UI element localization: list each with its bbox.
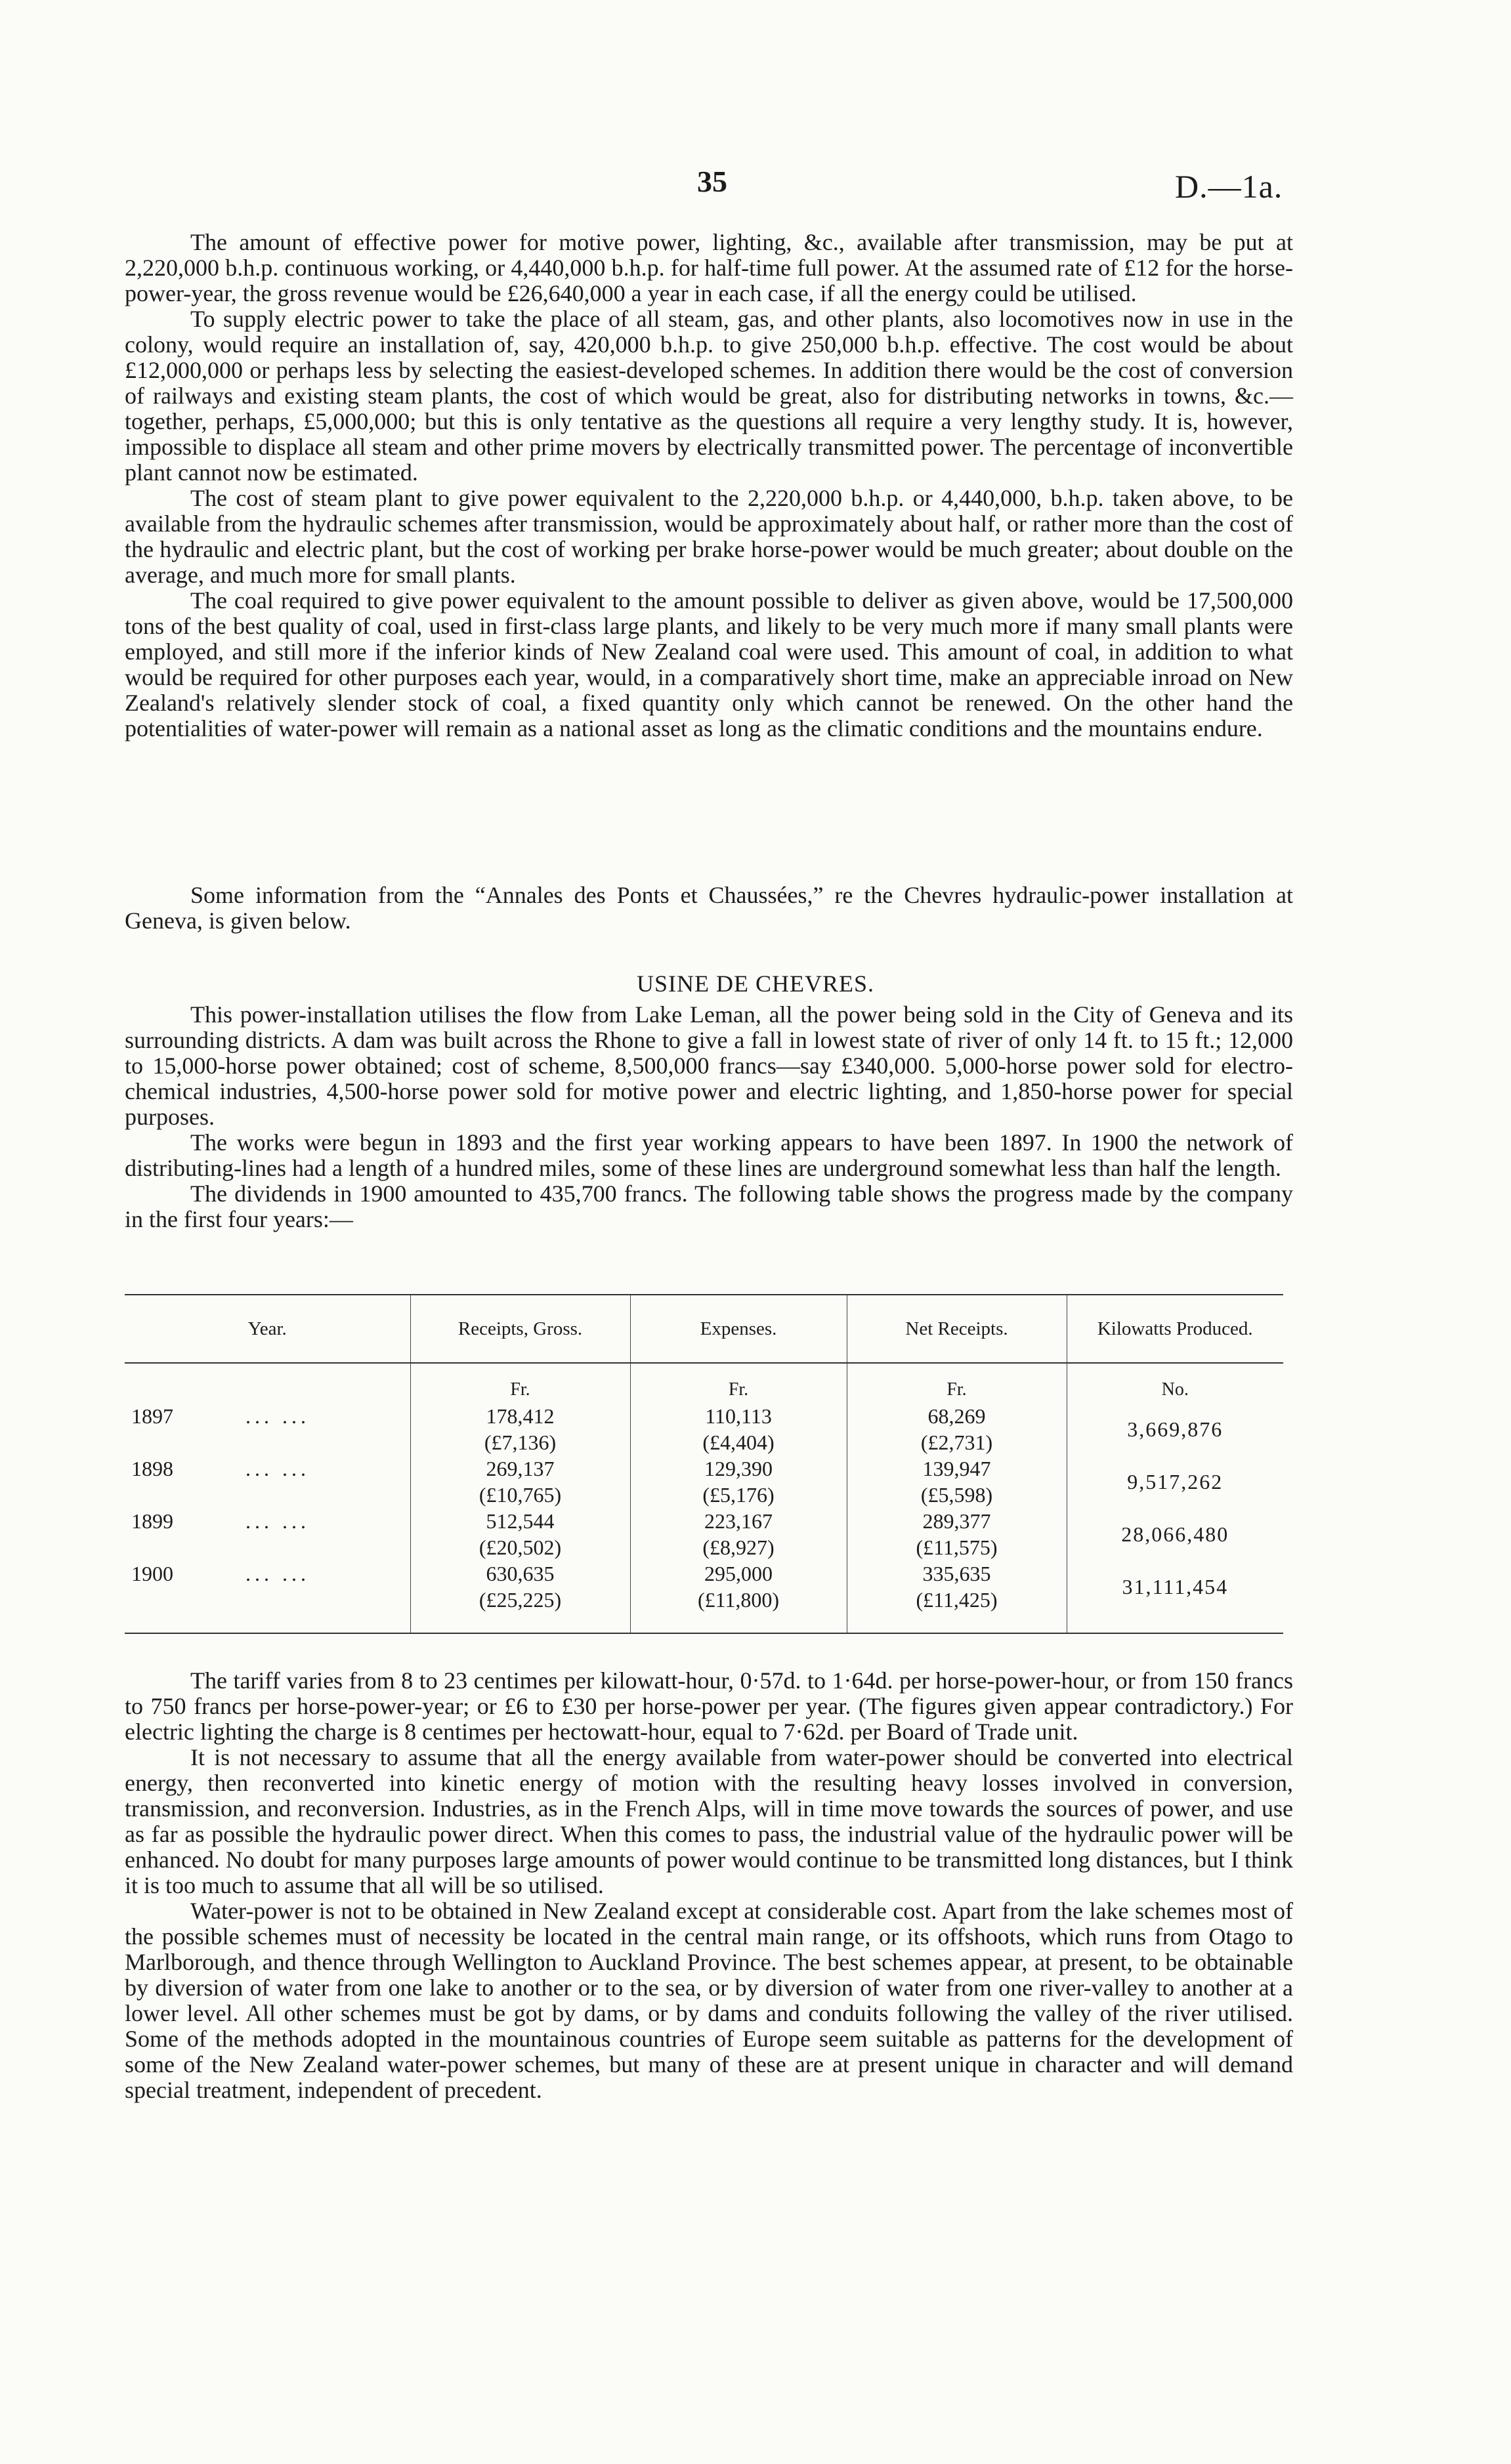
kilowatts-cell: 31,111,454 <box>1067 1560 1283 1633</box>
paragraph: The dividends in 1900 amounted to 435,700 francs. The following table shows the progress made by the company in the first four years:— <box>125 1180 1293 1232</box>
unit-label: Fr. <box>630 1377 847 1403</box>
leader-dots: ... ... <box>245 1457 310 1480</box>
column-header-gross: Receipts, Gross. <box>410 1295 630 1363</box>
gross-francs: 178,412 <box>486 1404 555 1428</box>
kilowatts-cell: 28,066,480 <box>1067 1508 1283 1560</box>
table-row <box>125 1455 1283 1508</box>
column-header-net: Net Receipts. <box>847 1295 1067 1363</box>
gross-francs: 630,635 <box>486 1562 555 1585</box>
column-header-expenses: Expenses. <box>630 1295 847 1363</box>
gross-pounds: (£7,136) <box>484 1430 557 1454</box>
net-pounds: (£2,731) <box>920 1430 993 1454</box>
table-row <box>125 1508 1283 1560</box>
year-cell: 1899 <box>131 1509 173 1533</box>
expenses-francs: 295,000 <box>704 1562 773 1585</box>
expenses-francs: 110,113 <box>705 1404 772 1428</box>
expenses-pounds: (£8,927) <box>702 1535 775 1559</box>
paragraph: The cost of steam plant to give power equivalent to the 2,220,000 b.h.p. or 4,440,000, b.h.p. taken above, to be available from the hydraulic schemes after transmission, would be approximately about half, or rather more than the cost of the hydraulic and electric plant, but the cost of working per brake horse-power would be much greater; about double on the average, and much more for small plants. <box>125 485 1293 588</box>
paragraph: The amount of effective power for motive power, lighting, &c., available after transmission, may be put at 2,220,000 b.h.p. continuous working, or 4,440,000 b.h.p. for half-time full power. At the assumed rate of £12 for the horse-power-year, the gross revenue would be £26,640,000 a year in each case, if all the energy could be utilised. <box>125 229 1293 306</box>
gross-pounds: (£25,225) <box>479 1588 562 1612</box>
gross-pounds: (£20,502) <box>479 1535 562 1559</box>
expenses-pounds: (£5,176) <box>702 1483 775 1507</box>
paragraph: Water-power is not to be obtained in New Zealand except at considerable cost. Apart from the lake schemes most of the possible schemes must of necessity be located in the central main range, or its offshoots, which runs from Otago to Marlborough, and thence through Wellington to Auckland Province. The best schemes appear, at present, to be obtainable by diversion of water from one lake to another or to the sea, or by diversion of water from one river-valley to another at a lower level. All other schemes must be got by dams, or by dams and conduits following the valley of the river utilised. Some of the methods adopted in the mountainous countries of Europe seem suitable as patterns for the development of some of the New Zealand water-power schemes, but many of these are at present unique in character and will demand special treatment, independent of precedent. <box>125 1898 1293 2103</box>
tariff-section <box>125 1668 1293 2103</box>
unit-label: No. <box>1067 1377 1283 1403</box>
intro-section <box>125 230 1293 741</box>
year-cell: 1900 <box>131 1562 173 1585</box>
gross-pounds: (£10,765) <box>479 1483 562 1507</box>
paragraph: The tariff varies from 8 to 23 centimes per kilowatt-hour, 0·57d. to 1·64d. per horse-power-hour, or from 150 francs to 750 francs per horse-power-year; or £6 to £30 per horse-power per year. (The figures given appear contradictory.) For electric lighting the charge is 8 centimes per hectowatt-hour, equal to 7·62d. per Board of Trade unit. <box>125 1667 1293 1745</box>
section-heading: USINE DE CHEVRES. <box>636 971 874 997</box>
paragraph: The works were begun in 1893 and the first year working appears to have been 1897. In 1900 the network of distributing-lines had a length of a hundred miles, some of these lines are underground somewhat less than half the length. <box>125 1129 1293 1181</box>
expenses-pounds: (£11,800) <box>697 1588 780 1612</box>
unit-label: Fr. <box>847 1377 1067 1403</box>
net-francs: 139,947 <box>922 1457 991 1480</box>
net-francs: 335,635 <box>922 1562 991 1585</box>
expenses-francs: 129,390 <box>704 1457 773 1480</box>
progress-table <box>125 1294 1283 1634</box>
column-header-year: Year. <box>125 1295 410 1363</box>
table-row <box>125 1403 1283 1455</box>
table-row <box>125 1560 1283 1633</box>
paragraph: To supply electric power to take the place of all steam, gas, and other plants, also locomotives now in use in the colony, would require an installation of, say, 420,000 b.h.p. to give 250,000 b.h.p. effective. The cost would be about £12,000,000 or perhaps less by selecting the easiest-developed schemes. In addition there would be the cost of conversion of railways and existing steam plants, the cost of which would be great, also for distributing networks in towns, &c.—together, perhaps, £5,000,000; but this is only tentative as the questions all require a very lengthy study. It is, however, impossible to displace all steam and other prime movers by electrically transmitted power. The percentage of inconvertible plant cannot now be estimated. <box>125 306 1293 486</box>
paragraph: It is not necessary to assume that all the energy available from water-power should be converted into electrical energy, then reconverted into kinetic energy of motion with the resulting heavy losses involved in conversion, transmission, and reconversion. Industries, as in the French Alps, will in time move towards the sources of power, and use as far as possible the hydraulic power direct. When this comes to pass, the industrial value of the hydraulic power will be enhanced. No doubt for many purposes large amounts of power would continue to be transmitted long distances, but I think it is too much to assume that all will be so utilised. <box>125 1744 1293 1898</box>
year-cell: 1897 <box>131 1404 173 1428</box>
expenses-francs: 223,167 <box>704 1509 773 1533</box>
annales-intro <box>125 883 1293 934</box>
document-reference: D.—1a. <box>1175 168 1283 205</box>
paragraph: The coal required to give power equivalent to the amount possible to deliver as given above, would be 17,500,000 tons of the best quality of coal, used in first-class large plants, and likely to be very much more if many small plants were employed, and still more if the inferior kinds of New Zealand coal were used. This amount of coal, in addition to what would be required for other purposes each year, would, in a comparatively short time, make an appreciable inroad on New Zealand's relatively slender stock of coal, a fixed quantity only which cannot be renewed. On the other hand the potentialities of water-power will remain as a national asset as long as the climatic conditions and the mountains endure. <box>125 587 1293 741</box>
expenses-pounds: (£4,404) <box>702 1430 775 1454</box>
leader-dots: ... ... <box>245 1404 310 1428</box>
net-pounds: (£5,598) <box>920 1483 993 1507</box>
net-francs: 68,269 <box>927 1404 986 1428</box>
net-pounds: (£11,425) <box>916 1588 998 1612</box>
column-header-kilowatts: Kilowatts Produced. <box>1067 1295 1283 1363</box>
gross-francs: 512,544 <box>486 1509 555 1533</box>
chevres-section <box>125 1002 1293 1232</box>
kilowatts-cell: 9,517,262 <box>1067 1455 1283 1508</box>
gross-francs: 269,137 <box>486 1457 555 1480</box>
page-number: 35 <box>697 165 727 198</box>
leader-dots: ... ... <box>245 1509 310 1533</box>
kilowatts-cell: 3,669,876 <box>1067 1403 1283 1455</box>
unit-label: Fr. <box>410 1377 630 1403</box>
net-francs: 289,377 <box>922 1509 991 1533</box>
net-pounds: (£11,575) <box>916 1535 998 1559</box>
year-cell: 1898 <box>131 1457 173 1480</box>
paragraph: Some information from the “Annales des Ponts et Chaussées,” re the Chevres hydraulic-power installation at Geneva, is given below. <box>125 882 1293 934</box>
leader-dots: ... ... <box>245 1562 310 1585</box>
paragraph: This power-installation utilises the flow from Lake Leman, all the power being sold in the City of Geneva and its surrounding districts. A dam was built across the Rhone to give a fall in lowest state of river of only 14 ft. to 15 ft.; 12,000 to 15,000-horse power obtained; cost of scheme, 8,500,000 francs—say £340,000. 5,000-horse power sold for electro-chemical industries, 4,500-horse power sold for motive power and electric lighting, and 1,850-horse power for special purposes. <box>125 1001 1293 1130</box>
